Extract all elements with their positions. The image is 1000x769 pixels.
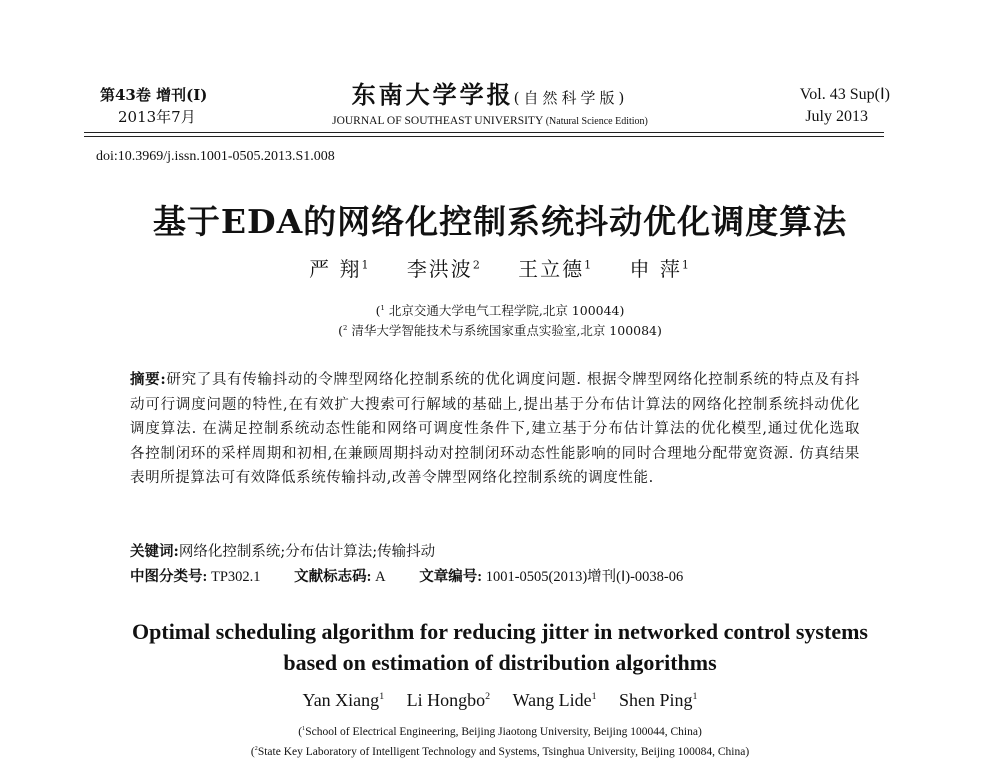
author-name: Shen Ping xyxy=(619,690,693,710)
author-cn xyxy=(630,257,691,281)
author-name: Yan Xiang xyxy=(302,690,380,710)
abstract xyxy=(130,368,860,491)
author-affiliation-mark: 1 xyxy=(361,258,371,272)
author-cn xyxy=(518,257,593,281)
affiliation-number: 1 xyxy=(380,303,385,312)
journal-name-en xyxy=(270,113,710,130)
volume-en: Vol. 43 Sup(Ⅰ) xyxy=(799,86,890,103)
paper-title-cn: 基于EDA的网络化控制系统抖动优化调度算法 xyxy=(152,202,848,241)
paper-title-en xyxy=(0,616,1000,678)
affiliation-number: 2 xyxy=(342,323,348,332)
affiliation-text: 清华大学智能技术与系统国家重点实验室,北京 100084) xyxy=(351,323,662,338)
abstract-label: 摘要: xyxy=(130,371,167,388)
title-en-line-1: Optimal scheduling algorithm for reducing jitter in networked control systems xyxy=(132,619,868,644)
date-en: July 2013 xyxy=(805,108,868,125)
title-en-line-2: based on estimation of distribution algorithms xyxy=(283,650,717,675)
volume-cn: 第43卷 增刊(Ⅰ) xyxy=(100,86,208,104)
header-volume-en-block xyxy=(730,84,890,128)
affiliation-text: 北京交通大学电气工程学院,北京 100044) xyxy=(388,303,625,318)
journal-title-en: JOURNAL OF SOUTHEAST UNIVERSITY xyxy=(332,115,543,127)
affiliation-cn: ($^2$ 清华大学智能技术与系统国家重点实验室,北京 100084) xyxy=(338,323,662,338)
journal-edition-cn: (自然科学版) xyxy=(513,89,629,107)
author-name: 严 翔 xyxy=(309,257,362,281)
author-cn xyxy=(407,257,482,281)
author-affiliation-mark: 2 xyxy=(485,691,491,702)
journal-title-cn: 东南大学学报 xyxy=(351,80,514,109)
author-en xyxy=(619,690,697,710)
header-rule-thin xyxy=(84,136,884,137)
authors-cn xyxy=(0,253,1000,282)
author-name: 李洪波 xyxy=(406,257,473,281)
abstract-text: 研究了具有传输抖动的令牌型网络化控制系统的优化调度问题. 根据令牌型网络化控制系统的特点及有抖动可行调度问题的特性,在有效扩大搜索可行解域的基础上,提出基于分布估计算法的网络化控制系统抖动优化调度算法. 在满足控制系统动态性能和网络可调度性条件下,建立基于分布估计算法的优化模型,通过优化选取各控制闭环的采样周期和初相,在兼顾周期抖动对控制闭环动态性能影响的同时合理地分配带宽资源. 仿真结果表明所提算法可有效降低系统传输抖动,改善令牌型网络化控制系统的调度性能. xyxy=(130,372,861,486)
author-name: Li Hongbo xyxy=(406,690,486,710)
author-en xyxy=(303,690,385,710)
date-cn: 2013年7月 xyxy=(118,108,196,126)
author-affiliation-mark: 1 xyxy=(591,691,597,702)
affiliation-text: School of Electrical Engineering, Beijing Jiaotong University, Beijing 100044, China) xyxy=(305,726,702,738)
affiliation-en: ($^1$School of Electrical Engineering, Beijing Jiaotong University, Beijing 100044, China) xyxy=(298,725,702,738)
classification-line xyxy=(130,565,860,586)
author-cn xyxy=(309,257,370,281)
author-affiliation-mark: 1 xyxy=(681,258,691,272)
author-affiliation-mark: 1 xyxy=(584,258,594,272)
keywords xyxy=(130,540,860,561)
affiliation-en: ($^2$State Key Laboratory of Intelligent Technology and Systems, Tsinghua University, Beijing 100084, China) xyxy=(250,745,750,758)
affiliation-number: 2 xyxy=(254,745,258,753)
journal-masthead xyxy=(270,80,710,130)
affiliation-text: State Key Laboratory of Intelligent Technology and Systems, Tsinghua University, Beijing 100084, China) xyxy=(257,746,750,758)
header-rule-thick xyxy=(84,132,884,133)
journal-name-cn xyxy=(270,80,710,113)
header-volume-block xyxy=(100,84,260,128)
doc-code-value: A xyxy=(375,569,386,585)
doi: doi:10.3969/j.issn.1001-0505.2013.S1.008 xyxy=(96,149,335,164)
author-affiliation-mark: 2 xyxy=(472,258,482,272)
author-affiliation-mark: 1 xyxy=(692,691,698,702)
author-name: 王立德 xyxy=(518,257,585,281)
author-name: 申 萍 xyxy=(629,257,682,281)
article-number-value: 1001-0505(2013)增刊(Ⅰ)-0038-06 xyxy=(485,569,684,585)
journal-edition-en: (Natural Science Edition) xyxy=(545,116,648,127)
authors-en xyxy=(0,690,1000,711)
article-number-label: 文章编号: xyxy=(419,569,483,585)
keywords-text: 网络化控制系统;分布估计算法;传输抖动 xyxy=(178,544,436,560)
clc-value: TP302.1 xyxy=(210,569,261,585)
author-en xyxy=(407,690,490,710)
author-name: Wang Lide xyxy=(512,690,592,710)
author-affiliation-mark: 1 xyxy=(379,691,385,702)
affiliation-number: 1 xyxy=(302,725,306,733)
doc-code-label: 文献标志码: xyxy=(294,569,372,585)
clc-label: 中图分类号: xyxy=(130,569,208,585)
keywords-label: 关键词: xyxy=(130,543,179,560)
author-en xyxy=(513,690,597,710)
affiliation-cn: ($^1$ 北京交通大学电气工程学院,北京 100044) xyxy=(375,303,625,318)
